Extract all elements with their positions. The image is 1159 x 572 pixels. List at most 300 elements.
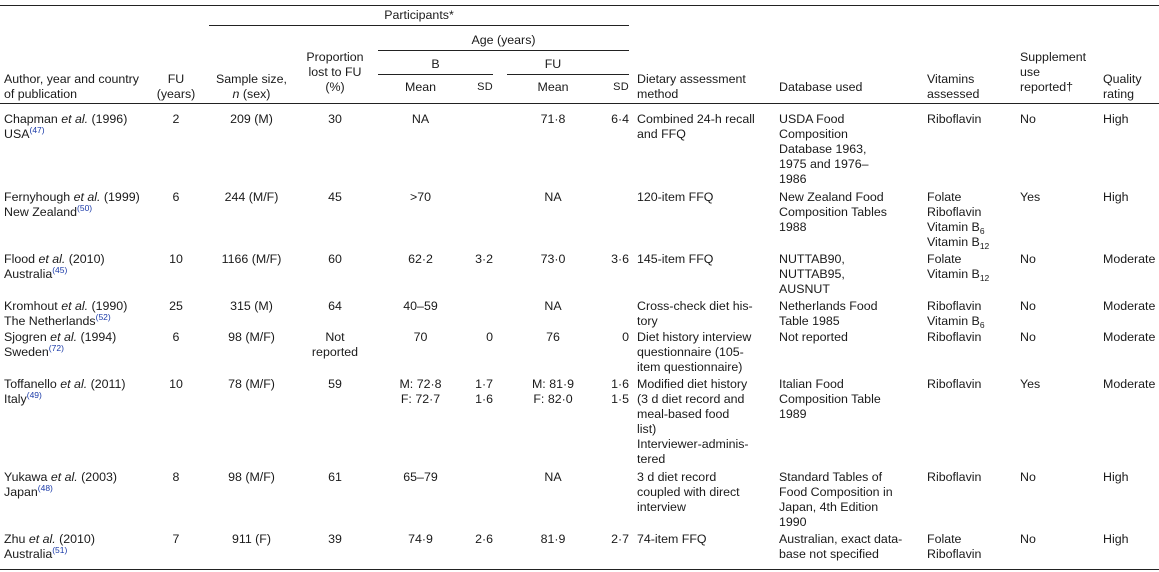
followup-sd-cell-line: 0 xyxy=(622,330,629,344)
dietary-method-cell-line: 145-item FFQ xyxy=(637,252,714,266)
supplement-cell: Yes xyxy=(1020,190,1041,204)
author-etal: et al. xyxy=(28,532,56,546)
vitamin-line xyxy=(927,532,1017,547)
followup-mean-cell-line: NA xyxy=(544,470,562,484)
author-country-line xyxy=(4,547,154,562)
followup-mean-cell-line: F: 82·0 xyxy=(533,392,573,406)
database-cell xyxy=(779,470,924,530)
vitamins-cell xyxy=(927,252,1017,282)
database-cell-line: Food Composition in xyxy=(779,485,893,499)
quality-cell: Moderate xyxy=(1103,377,1156,391)
header-quality xyxy=(1103,72,1142,102)
proportion-lost-cell xyxy=(298,252,372,267)
fu-cell: 6 xyxy=(172,190,180,204)
dietary-method-cell-line: tered xyxy=(637,452,666,466)
baseline-mean-cell-line: 62·2 xyxy=(408,252,433,266)
followup-mean-cell xyxy=(507,112,599,127)
supplement-cell: No xyxy=(1020,252,1036,266)
vitamins-cell xyxy=(927,190,1017,250)
author-country: Japan xyxy=(4,485,38,499)
database-cell-line: New Zealand Food xyxy=(779,190,884,204)
baseline-mean-cell-line: 70 xyxy=(413,330,428,344)
followup-mean-cell xyxy=(507,252,599,267)
followup-sd-cell-line: 3·6 xyxy=(611,252,629,266)
header-dietary-method xyxy=(637,72,746,102)
dietary-method-cell xyxy=(637,252,775,267)
author-name: Kromhout xyxy=(4,299,58,313)
table-top-rule xyxy=(0,5,1159,6)
header-dietary-line2: method xyxy=(637,87,679,101)
database-cell-line: Not reported xyxy=(779,330,848,344)
fu-cell: 6 xyxy=(172,330,180,344)
author-line xyxy=(4,112,154,127)
author-etal: et al. xyxy=(61,112,89,126)
header-proportion-line3: (%) xyxy=(325,80,345,94)
quality-cell: High xyxy=(1103,112,1129,126)
proportion-lost-cell-line: 61 xyxy=(328,470,342,484)
vitamin-name: Vitamin B xyxy=(927,220,980,234)
dietary-method-cell xyxy=(637,470,775,515)
author-cell xyxy=(4,330,154,360)
vitamin-line xyxy=(927,112,1017,127)
header-fu-group: FU xyxy=(544,57,562,71)
fu-cell: 10 xyxy=(169,252,183,266)
header-sample-size-line1: Sample size, xyxy=(216,72,287,86)
database-cell-line: 1975 and 1976– xyxy=(779,157,869,171)
header-fu-sd: SD xyxy=(613,81,629,93)
dietary-method-cell-line: meal-based food xyxy=(637,407,730,421)
author-line xyxy=(4,252,154,267)
vitamin-name: Riboflavin xyxy=(927,377,982,391)
vitamin-line xyxy=(927,547,1017,562)
vitamins-cell xyxy=(927,112,1017,127)
database-cell xyxy=(779,377,924,422)
supplement-cell: No xyxy=(1020,299,1036,313)
vitamin-name: Vitamin B xyxy=(927,267,980,281)
followup-mean-cell xyxy=(507,532,599,547)
proportion-lost-cell xyxy=(298,112,372,127)
author-country: Australia xyxy=(4,267,53,281)
author-line xyxy=(4,532,154,547)
header-sample-n: n xyxy=(232,87,240,101)
followup-sd-cell xyxy=(599,252,629,267)
author-name: Chapman xyxy=(4,112,58,126)
baseline-mean-cell xyxy=(378,190,463,205)
baseline-mean-cell-line: >70 xyxy=(409,190,432,204)
supplement-cell: No xyxy=(1020,330,1036,344)
dietary-method-cell xyxy=(637,190,775,205)
dietary-method-cell xyxy=(637,532,775,547)
author-etal: et al. xyxy=(50,470,78,484)
followup-sd-cell-line: 6·4 xyxy=(611,112,629,126)
vitamin-line xyxy=(927,252,1017,267)
vitamins-cell xyxy=(927,470,1017,485)
dietary-method-cell xyxy=(637,112,775,142)
vitamin-subscript: 12 xyxy=(979,241,990,251)
quality-cell: High xyxy=(1103,470,1129,484)
author-name: Zhu xyxy=(4,532,26,546)
baseline-mean-cell xyxy=(378,330,463,345)
baseline-mean-cell xyxy=(378,299,463,314)
dietary-method-cell-line: and FFQ xyxy=(637,127,686,141)
sample-size-cell: 98 (M/F) xyxy=(228,470,275,484)
baseline-mean-cell xyxy=(378,112,463,127)
followup-mean-cell-line: NA xyxy=(544,190,562,204)
database-cell-line: USDA Food xyxy=(779,112,845,126)
quality-cell: High xyxy=(1103,532,1129,546)
author-cell xyxy=(4,532,154,562)
header-proportion-lost xyxy=(298,50,372,95)
author-name: Toffanello xyxy=(4,377,57,391)
author-country-line xyxy=(4,205,154,220)
header-b: B xyxy=(431,57,440,71)
fu-rule xyxy=(507,74,629,75)
database-cell-line: Table 1985 xyxy=(779,314,840,328)
dietary-method-cell-line: Modified diet history xyxy=(637,377,748,391)
database-cell xyxy=(779,532,924,562)
database-cell xyxy=(779,252,924,297)
author-country-line xyxy=(4,485,154,500)
quality-cell: Moderate xyxy=(1103,299,1156,313)
participants-rule xyxy=(209,25,629,26)
followup-mean-cell xyxy=(507,470,599,485)
header-vitamins xyxy=(927,72,979,102)
author-etal: et al. xyxy=(61,299,89,313)
dietary-method-cell-line: tory xyxy=(637,314,658,328)
author-country-line xyxy=(4,127,154,142)
vitamins-cell xyxy=(927,299,1017,329)
dietary-method-cell-line: (3 d diet record and xyxy=(637,392,745,406)
vitamin-name: Riboflavin xyxy=(927,299,982,313)
database-cell-line: 1990 xyxy=(779,515,807,529)
vitamin-subscript: 6 xyxy=(979,320,985,330)
followup-mean-cell-line: 71·8 xyxy=(540,112,566,126)
header-quality-line2: rating xyxy=(1103,87,1134,101)
author-year: (2011) xyxy=(87,377,126,391)
header-author-line2: of publication xyxy=(4,87,78,101)
author-country: Italy xyxy=(4,392,27,406)
vitamin-name: Riboflavin xyxy=(927,470,982,484)
vitamin-name: Riboflavin xyxy=(927,547,982,561)
author-etal: et al. xyxy=(50,330,78,344)
header-b-mean: Mean xyxy=(405,80,436,94)
dietary-method-cell-line: item questionnaire) xyxy=(637,360,743,374)
vitamin-subscript: 6 xyxy=(979,226,985,236)
author-country-line xyxy=(4,314,154,329)
author-country: Sweden xyxy=(4,345,49,359)
author-year: (2010) xyxy=(55,532,95,546)
author-line xyxy=(4,470,154,485)
baseline-mean-cell-line: F: 72·7 xyxy=(400,392,441,406)
followup-sd-cell xyxy=(599,330,629,345)
proportion-lost-cell-line: 45 xyxy=(328,190,342,204)
header-database: Database used xyxy=(779,80,863,94)
header-b-sd: SD xyxy=(477,81,493,93)
header-dietary-line1: Dietary assessment xyxy=(637,72,746,86)
dietary-method-cell-line: 74-item FFQ xyxy=(637,532,707,546)
database-cell-line: Composition xyxy=(779,127,848,141)
header-vitamins-line2: assessed xyxy=(927,87,980,101)
header-bottom-rule xyxy=(0,103,1159,104)
reference-link[interactable]: (49) xyxy=(26,390,42,400)
dietary-method-cell-line: coupled with direct xyxy=(637,485,740,499)
baseline-mean-cell xyxy=(378,252,463,267)
vitamin-line xyxy=(927,314,1017,329)
database-cell-line: 1988 xyxy=(779,220,807,234)
followup-mean-cell xyxy=(507,330,599,345)
author-cell xyxy=(4,190,154,220)
sample-size-cell: 98 (M/F) xyxy=(228,330,275,344)
dietary-method-cell-line: list) xyxy=(637,422,657,436)
reference-link[interactable]: (45) xyxy=(52,265,68,275)
reference-link[interactable]: (50) xyxy=(77,203,93,213)
baseline-mean-cell-line: M: 72·8 xyxy=(399,377,442,391)
baseline-sd-cell xyxy=(463,252,493,267)
header-vitamins-line1: Vitamins xyxy=(927,72,975,86)
baseline-mean-cell xyxy=(378,377,463,407)
vitamin-line xyxy=(927,205,1017,220)
database-cell-line: Japan, 4th Edition xyxy=(779,500,879,514)
followup-sd-cell-line: 2·7 xyxy=(611,532,629,546)
vitamin-line xyxy=(927,470,1017,485)
followup-sd-cell-line: 1·6 xyxy=(611,377,629,391)
author-cell xyxy=(4,252,154,282)
header-fu-mean: Mean xyxy=(537,80,569,94)
supplement-cell: No xyxy=(1020,532,1036,546)
supplement-cell: No xyxy=(1020,470,1036,484)
author-country: Australia xyxy=(4,547,53,561)
vitamin-line xyxy=(927,267,1017,282)
vitamin-name: Riboflavin xyxy=(927,330,982,344)
followup-mean-cell-line: M: 81·9 xyxy=(531,377,574,391)
dietary-method-cell-line: questionnaire (105- xyxy=(637,345,744,359)
dietary-method-cell-line: Cross-check diet his- xyxy=(637,299,753,313)
baseline-mean-cell-line: NA xyxy=(411,112,430,126)
header-proportion-line2: lost to FU xyxy=(308,65,362,79)
author-country-line xyxy=(4,267,154,282)
author-cell xyxy=(4,299,154,329)
proportion-lost-cell xyxy=(298,377,372,392)
author-cell xyxy=(4,377,154,407)
author-year: (1994) xyxy=(77,330,117,344)
dietary-method-cell-line: interview xyxy=(637,500,686,514)
followup-mean-cell xyxy=(507,377,599,407)
reference-link[interactable]: (52) xyxy=(95,312,111,322)
header-author-line1: Author, year and country xyxy=(4,72,140,86)
followup-mean-cell-line: 73·0 xyxy=(540,252,566,266)
author-cell xyxy=(4,470,154,500)
vitamin-name: Vitamin B xyxy=(927,314,980,328)
vitamins-cell xyxy=(927,377,1017,392)
database-cell xyxy=(779,190,924,235)
author-country: The Netherlands xyxy=(4,314,96,328)
proportion-lost-cell-line: 64 xyxy=(328,299,342,313)
baseline-mean-cell-line: 65–79 xyxy=(403,470,438,484)
dietary-method-cell-line: Diet history interview xyxy=(637,330,752,344)
dietary-method-cell xyxy=(637,377,775,467)
sample-size-cell: 911 (F) xyxy=(231,532,272,546)
database-cell-line: Composition Table xyxy=(779,392,881,406)
proportion-lost-cell-line: reported xyxy=(311,345,359,359)
header-fu-years-line2: (years) xyxy=(156,87,196,101)
followup-mean-cell-line: 81·9 xyxy=(540,532,566,546)
vitamin-line xyxy=(927,220,1017,235)
followup-sd-cell xyxy=(599,112,629,127)
header-supplement xyxy=(1020,50,1086,95)
database-cell-line: Italian Food xyxy=(779,377,844,391)
header-sample-sex: (sex) xyxy=(239,87,271,101)
supplement-cell: Yes xyxy=(1020,377,1041,391)
baseline-mean-cell xyxy=(378,532,463,547)
sample-size-cell: 1166 (M/F) xyxy=(221,252,282,266)
database-cell-line: Standard Tables of xyxy=(779,470,883,484)
proportion-lost-cell-line: 30 xyxy=(328,112,342,126)
author-cell xyxy=(4,112,154,142)
database-cell-line: base not specified xyxy=(779,547,879,561)
baseline-sd-cell xyxy=(463,330,493,345)
proportion-lost-cell xyxy=(298,299,372,314)
supplement-cell: No xyxy=(1020,112,1036,126)
vitamin-line xyxy=(927,190,1017,205)
reference-link[interactable]: (48) xyxy=(37,483,53,493)
database-cell xyxy=(779,299,924,329)
vitamin-subscript: 12 xyxy=(979,273,990,283)
baseline-sd-cell-line: 3·2 xyxy=(475,252,493,266)
header-author xyxy=(4,72,139,102)
followup-sd-cell-line: 1·5 xyxy=(611,392,629,406)
fu-cell: 10 xyxy=(169,377,183,391)
author-year: (1996) xyxy=(88,112,128,126)
header-sample-size-line2 xyxy=(209,87,294,102)
header-fu-years xyxy=(156,72,196,102)
author-name: Fernyhough xyxy=(4,190,71,204)
quality-cell: High xyxy=(1103,190,1129,204)
proportion-lost-cell-line: 60 xyxy=(328,252,342,266)
author-etal: et al. xyxy=(60,377,88,391)
baseline-sd-cell-line: 1·6 xyxy=(475,392,493,406)
followup-mean-cell xyxy=(507,299,599,314)
followup-sd-cell xyxy=(599,377,629,407)
header-proportion-line1: Proportion xyxy=(306,50,364,64)
dietary-method-cell xyxy=(637,330,775,375)
database-cell-line: Australian, exact data- xyxy=(779,532,903,546)
baseline-sd-cell-line: 1·7 xyxy=(475,377,493,391)
vitamins-cell xyxy=(927,532,1017,562)
baseline-sd-cell-line: 0 xyxy=(486,330,493,344)
sample-size-cell: 315 (M) xyxy=(230,299,273,313)
baseline-mean-cell-line: 40–59 xyxy=(403,299,438,313)
database-cell-line: Database 1963, xyxy=(779,142,867,156)
dietary-method-cell-line: Combined 24-h recall xyxy=(637,112,755,126)
database-cell-line: NUTTAB90, xyxy=(779,252,845,266)
author-year: (2010) xyxy=(65,252,105,266)
author-name: Flood xyxy=(4,252,35,266)
sample-size-cell: 78 (M/F) xyxy=(228,377,275,391)
proportion-lost-cell xyxy=(298,330,372,360)
b-rule xyxy=(378,74,493,75)
vitamin-name: Vitamin B xyxy=(927,235,980,249)
sample-size-cell: 244 (M/F) xyxy=(224,190,279,204)
fu-cell: 2 xyxy=(172,112,180,126)
author-etal: et al. xyxy=(38,252,66,266)
vitamin-name: Folate xyxy=(927,190,962,204)
vitamin-name: Folate xyxy=(927,532,962,546)
baseline-sd-cell xyxy=(463,377,493,407)
proportion-lost-cell-line: Not xyxy=(325,330,345,344)
vitamin-line xyxy=(927,235,1017,250)
quality-cell: Moderate xyxy=(1103,330,1156,344)
vitamins-cell xyxy=(927,330,1017,345)
header-quality-line1: Quality xyxy=(1103,72,1142,86)
proportion-lost-cell xyxy=(298,532,372,547)
fu-cell: 25 xyxy=(169,299,183,313)
author-name: Yukawa xyxy=(4,470,48,484)
header-fu-years-line1: FU xyxy=(167,72,185,86)
author-country: USA xyxy=(4,127,30,141)
reference-link[interactable]: (47) xyxy=(29,125,45,135)
author-name: Sjogren xyxy=(4,330,47,344)
followup-sd-cell xyxy=(599,532,629,547)
dietary-method-cell-line: 120-item FFQ xyxy=(637,190,714,204)
followup-mean-cell-line: 76 xyxy=(546,330,560,344)
proportion-lost-cell-line: 39 xyxy=(328,532,342,546)
author-country-line xyxy=(4,345,154,360)
reference-link[interactable]: (72) xyxy=(48,343,64,353)
vitamin-name: Folate xyxy=(927,252,962,266)
vitamin-line xyxy=(927,377,1017,392)
vitamin-line xyxy=(927,299,1017,314)
database-cell xyxy=(779,112,924,187)
fu-cell: 7 xyxy=(172,532,180,546)
dietary-method-cell-line: Interviewer-adminis- xyxy=(637,437,749,451)
quality-cell: Moderate xyxy=(1103,252,1156,266)
followup-mean-cell-line: NA xyxy=(544,299,562,313)
database-cell-line: AUSNUT xyxy=(779,282,830,296)
dietary-method-cell xyxy=(637,299,775,329)
baseline-sd-cell-line: 2·6 xyxy=(475,532,493,546)
author-year: (1999) xyxy=(100,190,140,204)
author-country: New Zealand xyxy=(4,205,78,219)
author-country-line xyxy=(4,392,154,407)
author-line xyxy=(4,299,154,314)
database-cell-line: Composition Tables xyxy=(779,205,887,219)
author-line xyxy=(4,330,154,345)
proportion-lost-cell-line: 59 xyxy=(328,377,342,391)
database-cell-line: 1986 xyxy=(779,172,807,186)
header-age-years: Age (years) xyxy=(471,33,536,47)
author-year: (2003) xyxy=(77,470,117,484)
sample-size-cell: 209 (M) xyxy=(230,112,273,126)
database-cell-line: NUTTAB95, xyxy=(779,267,845,281)
table-bottom-rule xyxy=(0,569,1159,570)
author-etal: et al. xyxy=(73,190,101,204)
header-supplement-line1: Supplement xyxy=(1020,50,1087,64)
fu-cell: 8 xyxy=(172,470,180,484)
database-cell xyxy=(779,330,924,345)
reference-link[interactable]: (51) xyxy=(52,545,68,555)
proportion-lost-cell xyxy=(298,470,372,485)
database-cell-line: Netherlands Food xyxy=(779,299,878,313)
header-participants: Participants* xyxy=(384,8,454,22)
age-rule xyxy=(378,50,629,51)
followup-mean-cell xyxy=(507,190,599,205)
vitamin-line xyxy=(927,330,1017,345)
header-supplement-line3: reported† xyxy=(1020,80,1074,94)
proportion-lost-cell xyxy=(298,190,372,205)
baseline-mean-cell-line: 74·9 xyxy=(408,532,433,546)
baseline-sd-cell xyxy=(463,532,493,547)
dietary-method-cell-line: 3 d diet record xyxy=(637,470,717,484)
